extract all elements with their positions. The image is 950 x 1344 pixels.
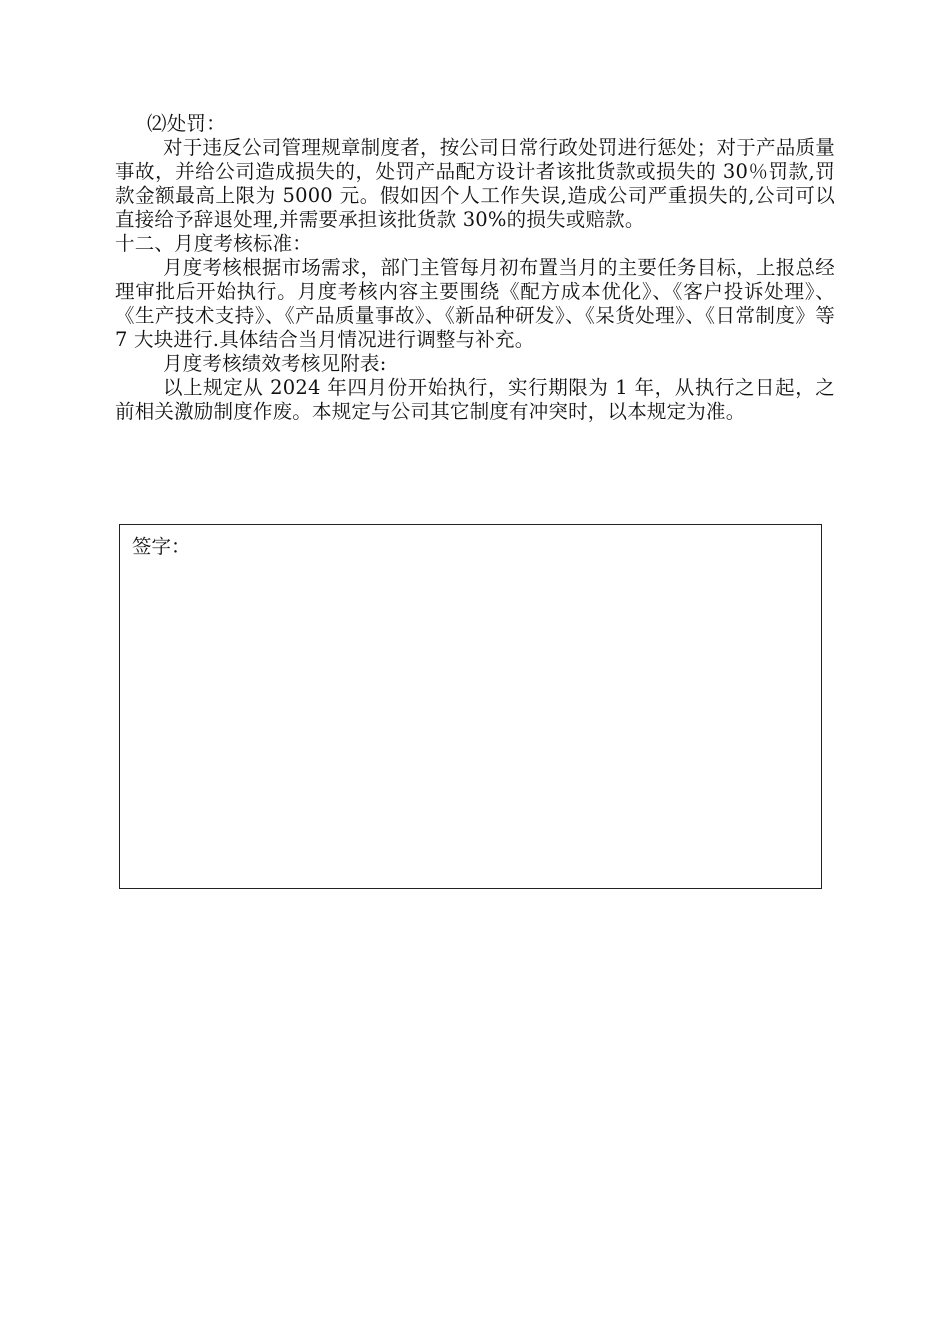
effective-date-paragraph: 以上规定从 2024 年四月份开始执行，实行期限为 1 年，从执行之日起，之前相关激励制度作废。本规定与公司其它制度有冲突时，以本规定为准。 [115, 376, 835, 423]
signature-box[interactable] [119, 524, 822, 889]
signature-label: 签字： [132, 535, 191, 558]
appendix-reference-line: 月度考核绩效考核见附表: [163, 352, 387, 375]
section-heading-monthly-assessment: 十二、月度考核标准： [115, 232, 313, 255]
penalty-heading: ⑵处罚： [147, 112, 226, 135]
monthly-assessment-paragraph: 月度考核根据市场需求，部门主管每月初布置当月的主要任务目标，上报总经理审批后开始执行。月度考核内容主要围绕《配方成本优化》、《客户投诉处理》、《生产技术支持》、《产品质量事故》、《新品种研发》、《呆货处理》、《日常制度》等 7 大块进行.具体结合当月情况进行调整与补充。 [115, 256, 835, 351]
document-body [115, 112, 835, 424]
penalty-paragraph: 对于违反公司管理规章制度者，按公司日常行政处罚进行惩处；对于产品质量事故，并给公司造成损失的，处罚产品配方设计者该批货款或损失的 30％罚款,罚款金额最高上限为 5000 元。假如因个人工作失误,造成公司严重损失的,公司可以直接给予辞退处理,并需要承担该批货款 30%的损失或赔款。 [115, 136, 835, 231]
